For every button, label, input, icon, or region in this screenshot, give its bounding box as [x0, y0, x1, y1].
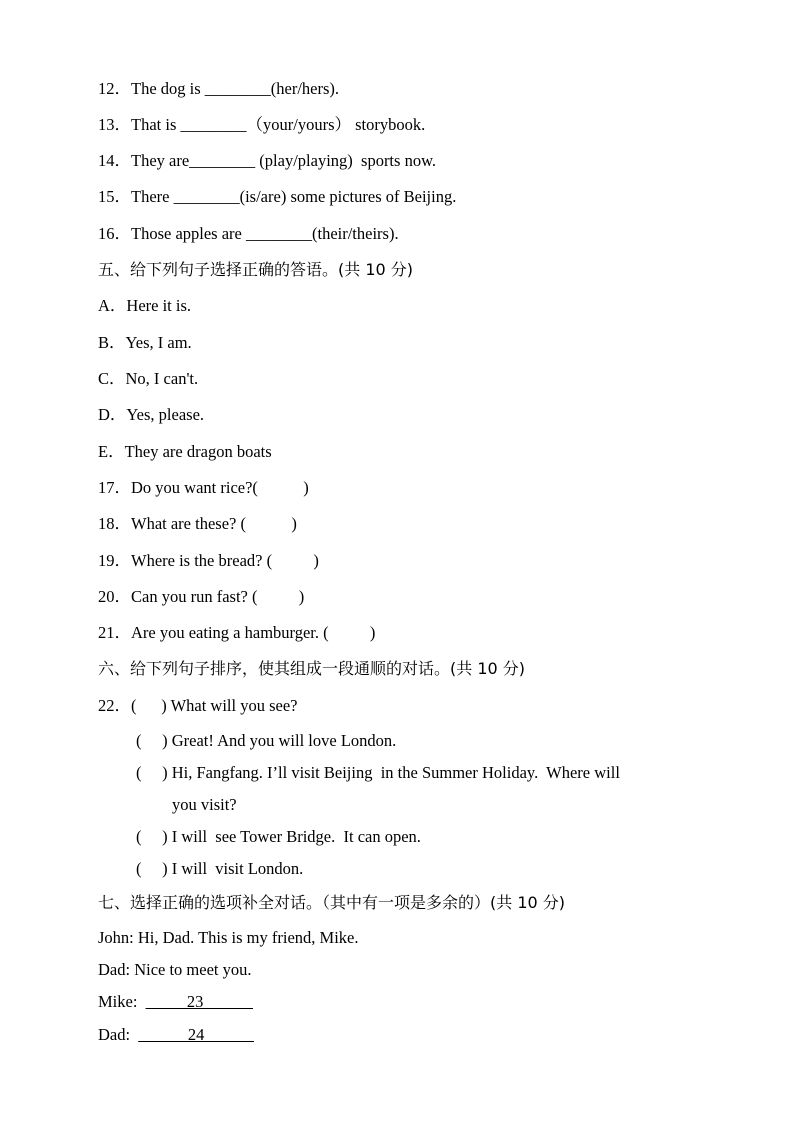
section-7-heading: 七、选择正确的选项补全对话。（其中有一项是多余的）(共 10 分) [98, 893, 566, 912]
speaker-label: Dad: [98, 1025, 131, 1044]
question-19: 19．Where is the bread? ( ) [98, 551, 319, 570]
option-a: A．Here it is. [98, 296, 192, 315]
dialogue-line-continuation: you visit? [172, 795, 237, 814]
dialogue-john [98, 928, 358, 948]
speaker-label: Mike: [98, 992, 138, 1011]
question-21: 21．Are you eating a hamburger. ( ) [98, 623, 376, 642]
dialogue-line: ( ) Hi, Fangfang. I’ll visit Beijing in the Summer Holiday. Where will [136, 763, 620, 782]
question-22: 22．( ) What will you see? [98, 696, 298, 715]
answer-blank-23: _____23______ [145, 992, 253, 1011]
question-14: 14．They are________ (play/playing) sports now. [98, 151, 437, 170]
question-13: 13．That is ________（your/yours） storybook. [98, 115, 426, 134]
question-20: 20．Can you run fast? ( ) [98, 587, 305, 606]
option-b: B．Yes, I am. [98, 333, 192, 352]
question-16: 16．Those apples are ________(their/theirs). [98, 224, 399, 243]
dialogue-text: Nice to meet you. [130, 960, 252, 979]
question-12: 12．The dog is ________(her/hers). [98, 79, 340, 98]
dialogue-line: ( ) Great! And you will love London. [136, 731, 397, 750]
speaker-label: Dad: [98, 960, 131, 979]
answer-blank-24: ______24______ [138, 1025, 254, 1044]
question-18: 18．What are these? ( ) [98, 514, 297, 533]
option-e: E．They are dragon boats [98, 442, 272, 461]
section-5-heading: 五、给下列句子选择正确的答语。(共 10 分) [98, 260, 414, 279]
option-c: C．No, I can't. [98, 369, 199, 388]
dialogue-line: ( ) I will visit London. [136, 859, 304, 878]
dialogue-text [137, 992, 145, 1011]
dialogue-mike [98, 992, 253, 1012]
speaker-label: John: [98, 928, 134, 947]
dialogue-text: Hi, Dad. This is my friend, Mike. [133, 928, 359, 947]
option-d: D．Yes, please. [98, 405, 205, 424]
section-6-heading: 六、给下列句子排序，使其组成一段通顺的对话。(共 10 分) [98, 659, 526, 678]
dialogue-dad [98, 960, 252, 980]
dialogue-dad [98, 1025, 254, 1045]
question-17: 17．Do you want rice?( ) [98, 478, 309, 497]
question-15: 15．There ________(is/are) some pictures of Beijing. [98, 187, 457, 206]
dialogue-line: ( ) I will see Tower Bridge. It can open. [136, 827, 421, 846]
